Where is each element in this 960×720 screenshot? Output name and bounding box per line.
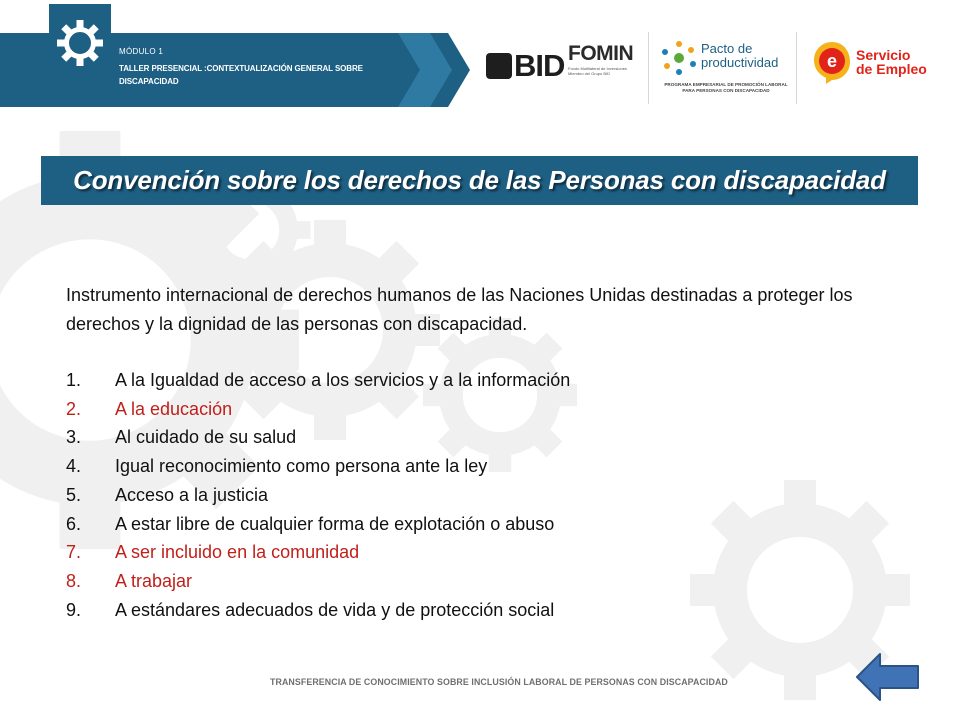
list-item-text: Al cuidado de su salud bbox=[115, 427, 297, 448]
list-item bbox=[66, 538, 926, 567]
empleo-e-icon bbox=[812, 40, 852, 84]
list-item-number: 1. bbox=[66, 370, 82, 390]
left-arrow-icon[interactable] bbox=[855, 652, 921, 702]
title-banner bbox=[41, 156, 918, 205]
gear-icon bbox=[55, 18, 105, 68]
list-item-text: A trabajar bbox=[115, 570, 193, 591]
list-item-text: A estar libre de cualquier forma de explotación o abuso bbox=[115, 513, 555, 534]
list-item-number: 2. bbox=[66, 398, 82, 419]
svg-text:e: e bbox=[826, 51, 838, 71]
list-item bbox=[66, 596, 926, 625]
list-item-text: A la educación bbox=[115, 398, 233, 419]
logo-divider bbox=[796, 32, 797, 104]
list-item-number: 9. bbox=[66, 599, 82, 620]
intro-paragraph: Instrumento internacional de derechos humanos de las Naciones Unidas destinadas a proteger los derechos y la dignidad de las personas con discapacidad. bbox=[66, 285, 853, 334]
globe-icon bbox=[486, 53, 512, 79]
rights-list bbox=[66, 366, 926, 624]
list-item-text: A ser incluido en la comunidad bbox=[115, 542, 360, 563]
list-item-number: 8. bbox=[66, 570, 82, 591]
list-item-text: Igual reconocimiento como persona ante la ley bbox=[115, 456, 488, 477]
list-item-number: 6. bbox=[66, 513, 82, 534]
logo-divider bbox=[648, 32, 649, 104]
list-item-text: A estándares adecuados de vida y de protección social bbox=[115, 599, 555, 620]
partner-logos: BID FOMIN Fondo Multilateral de Inversiones Miembro del Grupo BID Pacto de productividad PROGRAMA EMPRESARIAL DE PROMOCIÓN LABORAL PARA PERSONAS CON DISCAPACIDAD e Servicio de Empleo bbox=[486, 28, 956, 108]
list-item-number: 5. bbox=[66, 484, 82, 505]
module-icon-box bbox=[49, 4, 111, 102]
list-item bbox=[66, 423, 926, 452]
header-text bbox=[119, 47, 419, 88]
list-item-number: 3. bbox=[66, 427, 82, 448]
fomin-logo: FOMIN Fondo Multilateral de Inversiones Miembro del Grupo BID bbox=[568, 42, 634, 76]
list-item-number: 7. bbox=[66, 542, 82, 563]
list-item-text: Acceso a la justicia bbox=[115, 484, 269, 505]
list-item bbox=[66, 481, 926, 510]
list-item bbox=[66, 567, 926, 596]
page-title: Convención sobre los derechos de las Personas con discapacidad bbox=[73, 165, 886, 195]
list-item-number: 4. bbox=[66, 456, 82, 477]
bid-logo: BID bbox=[486, 48, 564, 84]
people-circle-icon bbox=[661, 40, 697, 76]
list-item bbox=[66, 366, 926, 395]
servicio-empleo-logo: e Servicio de Empleo bbox=[812, 40, 927, 84]
footer-text: TRANSFERENCIA DE CONOCIMIENTO SOBRE INCLUSIÓN LABORAL DE PERSONAS CON DISCAPACIDAD bbox=[270, 677, 728, 688]
list-item bbox=[66, 510, 926, 539]
module-title: TALLER PRESENCIAL :CONTEXTUALIZACIÓN GENERAL SOBRE DISCAPACIDAD bbox=[119, 64, 363, 86]
module-label: MÓDULO 1 bbox=[119, 47, 164, 56]
list-item bbox=[66, 452, 926, 481]
list-item-text: A la Igualdad de acceso a los servicios y a la información bbox=[115, 370, 571, 390]
list-item bbox=[66, 395, 926, 424]
